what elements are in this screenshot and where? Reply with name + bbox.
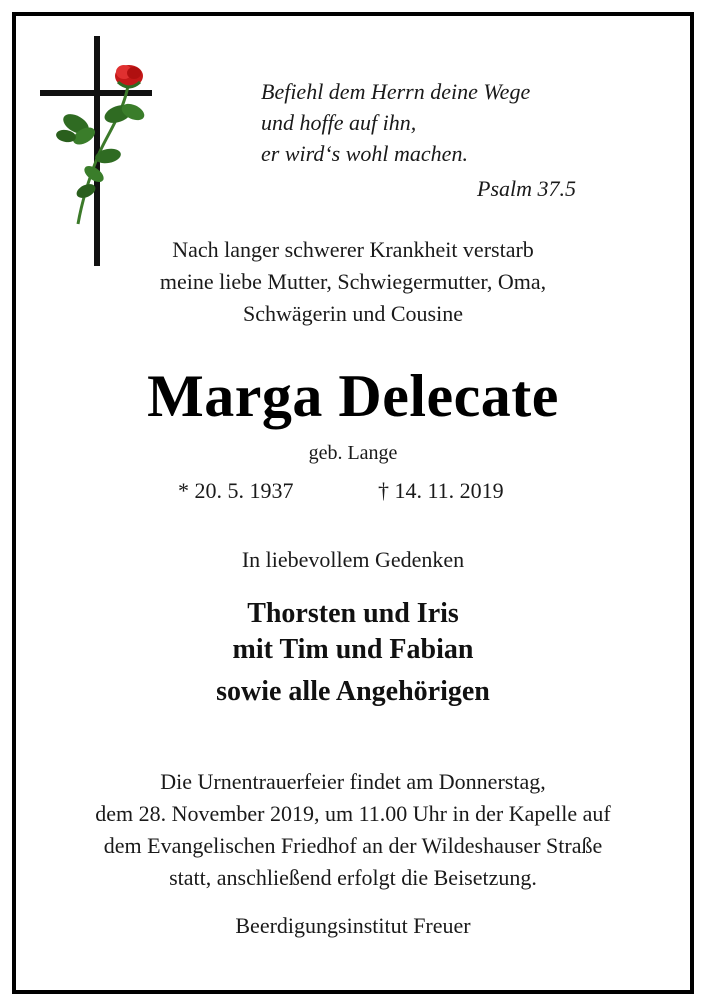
verse-line: er wird‘s wohl machen. <box>261 141 468 166</box>
family-line-1: Thorsten und Iris <box>247 598 459 629</box>
death-date: † 14. 11. 2019 <box>378 478 504 503</box>
intro-line: meine liebe Mutter, Schwiegermutter, Oma, <box>159 269 547 294</box>
ceremony-line: dem Evangelischen Friedhof an der Wildeshauser Straße <box>103 833 603 858</box>
funeral-home: Beerdigungsinstitut Freuer <box>235 913 471 938</box>
intro-text <box>16 234 690 330</box>
intro-line: Schwägerin und Cousine <box>243 301 463 326</box>
family-line-3: sowie alle Angehörigen <box>216 676 490 707</box>
obituary-card <box>12 12 694 994</box>
verse-reference: Psalm 37.5 <box>477 176 576 201</box>
intro-line: Nach langer schwerer Krankheit verstarb <box>172 237 534 262</box>
ceremony-line: dem 28. November 2019, um 11.00 Uhr in der Kapelle auf <box>95 801 611 826</box>
verse-line: Befiehl dem Herrn deine Wege <box>261 79 531 104</box>
ceremony-line: statt, anschließend erfolgt die Beisetzung. <box>169 865 537 890</box>
family-line-2: mit Tim und Fabian <box>232 634 474 665</box>
birth-name: geb. Lange <box>308 442 398 464</box>
deceased-name: Marga Delecate <box>147 363 559 429</box>
ceremony-line: Die Urnentrauerfeier findet am Donnerstag, <box>160 769 546 794</box>
birth-date: * 20. 5. 1937 <box>178 478 294 503</box>
ceremony-details <box>16 766 690 894</box>
memorial-text: In liebevollem Gedenken <box>241 547 465 572</box>
verse-line: und hoffe auf ihn, <box>261 110 417 135</box>
rose-icon <box>55 65 147 224</box>
bible-verse <box>261 76 601 169</box>
